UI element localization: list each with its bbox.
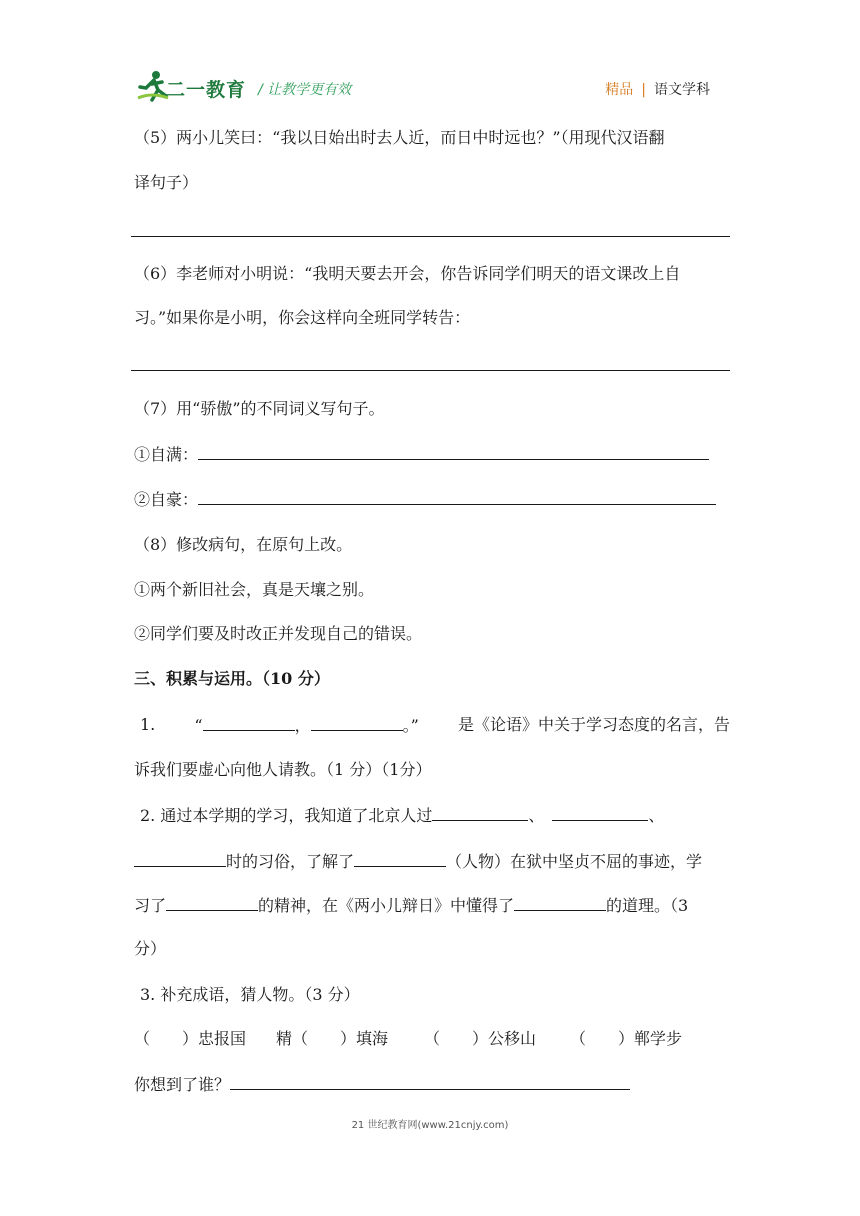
- idiom-4[interactable]: （ ）郸学步: [570, 1029, 683, 1048]
- comma: ，: [294, 716, 311, 735]
- idiom-1[interactable]: （ ）忠报国: [134, 1029, 247, 1048]
- header-subject: [605, 79, 710, 99]
- item3-title: 3. 补充成语，猜人物。（3 分）: [140, 985, 360, 1004]
- q8-sentence-b: ②同学们要及时改正并发现自己的错误。: [134, 624, 423, 643]
- logo: [136, 70, 246, 104]
- item2-text1: 2. 通过本学期的学习，我知道了北京人过: [140, 806, 433, 825]
- idiom-2[interactable]: 精（ ）填海: [276, 1029, 389, 1048]
- runner-logo-icon: [136, 70, 170, 102]
- q7-b-blank[interactable]: [198, 489, 716, 505]
- item2-text2a: 时的习俗，了解了: [226, 852, 355, 871]
- item1-rest: 是《论语》中关于学习态度的名言，告: [457, 715, 730, 734]
- item2-blank-6[interactable]: [514, 895, 606, 911]
- item2-text3c: 的道理。（3: [606, 896, 689, 915]
- q5-answer-line[interactable]: [131, 236, 730, 237]
- item2-text2b: （人物）在狱中坚贞不屈的事迹，学: [446, 852, 703, 871]
- q5-line2: 译句子）: [134, 173, 199, 192]
- item1-num: 1.: [140, 715, 156, 734]
- section3-title: 三、积累与运用。（10 分）: [134, 669, 330, 688]
- q5-line1: （5）两小儿笑曰：“我以日始出时去人近，而日中时远也？”（用现代汉语翻: [134, 128, 665, 147]
- q7-a-label: ①自满：: [134, 445, 199, 464]
- guess-blank[interactable]: [230, 1074, 630, 1090]
- guess-label: 你想到了谁？: [134, 1075, 231, 1094]
- pause-mark: 、: [648, 806, 665, 825]
- item1-quote: [194, 715, 418, 736]
- q7-a-blank[interactable]: [198, 444, 709, 460]
- slogan-slash: /: [258, 82, 263, 98]
- item2-blank-5[interactable]: [166, 895, 258, 911]
- item2-blank-4[interactable]: [354, 851, 446, 867]
- badge-separator: |: [641, 82, 646, 98]
- item2-line3: [134, 895, 688, 916]
- item2-line4: 分）: [134, 939, 167, 958]
- item2-blank-2[interactable]: [552, 805, 648, 821]
- q7-b: [134, 489, 716, 510]
- close-quote: 。”: [402, 716, 419, 735]
- q7-b-label: ②自豪：: [134, 490, 199, 509]
- quality-badge: 精品: [605, 82, 634, 98]
- q6-line2: 习。”如果你是小明，你会这样向全班同学转告：: [134, 308, 471, 327]
- q8-sentence-a: ①两个新旧社会，真是天壤之别。: [134, 580, 375, 599]
- page-header: [136, 70, 730, 106]
- slogan-text: 让教学更有效: [267, 82, 352, 98]
- item2-text3b: 的精神，在《两小儿辩日》中懂得了: [258, 896, 515, 915]
- item2-blank-1[interactable]: [432, 805, 528, 821]
- header-slogan: [258, 79, 351, 99]
- q8-title: （8）修改病句，在原句上改。: [134, 535, 353, 554]
- item2-line2: [134, 851, 702, 872]
- pause-mark: 、: [528, 806, 545, 825]
- item2-line1: [140, 805, 664, 826]
- idiom-3[interactable]: （ ）公移山: [424, 1029, 537, 1048]
- item3-idioms: [134, 1029, 682, 1049]
- item2-text3a: 习了: [134, 896, 167, 915]
- item1-line2: 诉我们要虚心向他人请教。（1 分）（1分）: [134, 760, 432, 779]
- logo-text: 二一教育: [166, 79, 247, 101]
- item2-blank-3[interactable]: [134, 851, 226, 867]
- q6-answer-line[interactable]: [131, 370, 730, 371]
- q7-a: [134, 444, 709, 465]
- item1-line1: [134, 715, 730, 736]
- item3-guess: [134, 1074, 630, 1095]
- q7-title: （7）用“骄傲”的不同词义写句子。: [134, 399, 385, 418]
- item1-blank-1[interactable]: [203, 715, 295, 731]
- open-quote: “: [194, 716, 203, 735]
- page-footer: 21 世纪教育网(www.21cnjy.com): [351, 1120, 509, 1131]
- q6-line1: （6）李老师对小明说：“我明天要去开会，你告诉同学们明天的语文课改上自: [134, 264, 681, 283]
- item1-blank-2[interactable]: [311, 715, 403, 731]
- subject-label: 语文学科: [654, 82, 710, 98]
